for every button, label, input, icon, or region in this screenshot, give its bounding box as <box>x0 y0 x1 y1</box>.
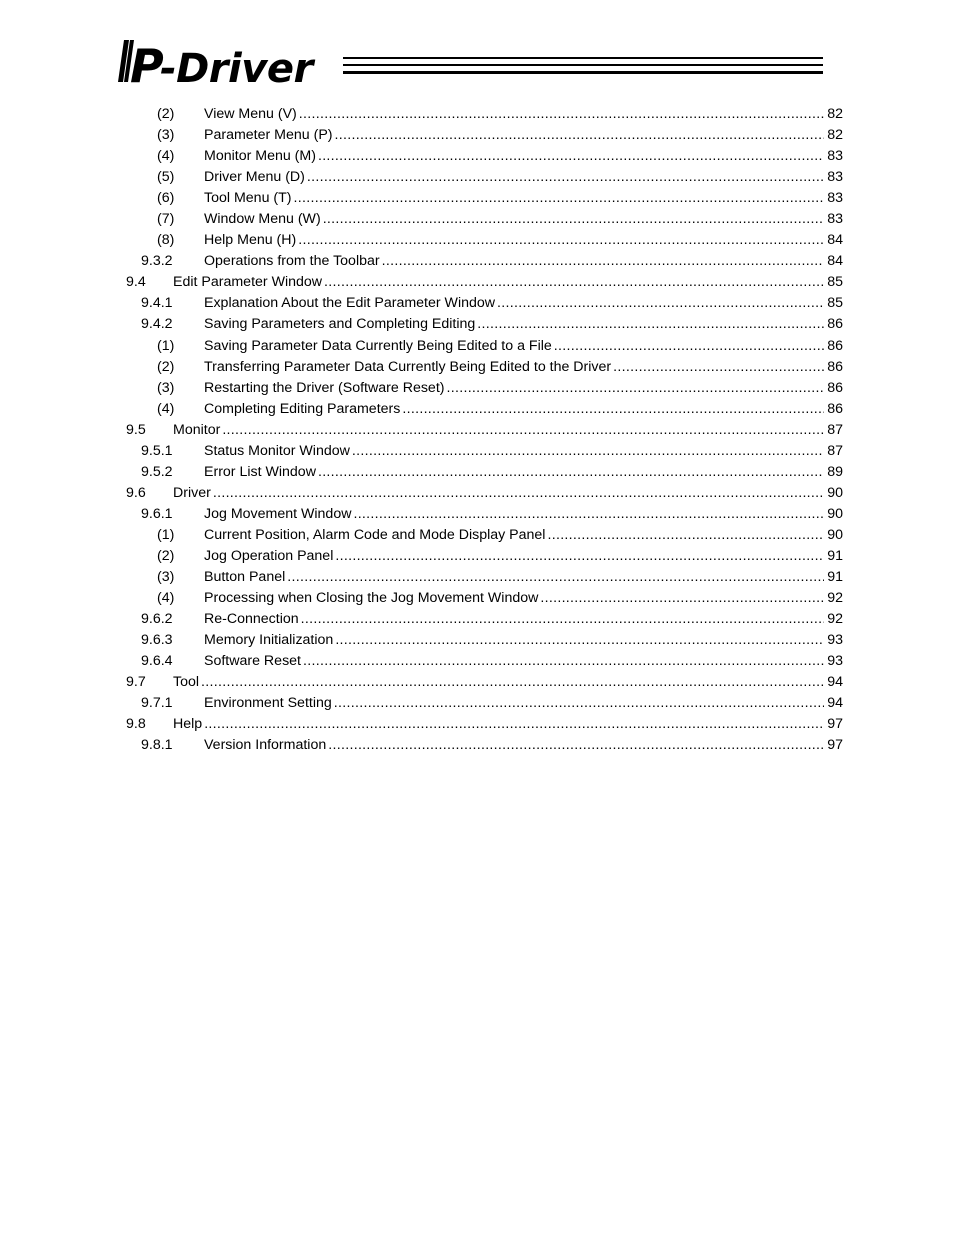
toc-entry-number: 9.6.3 <box>141 632 173 649</box>
toc-entry-number: (4) <box>157 148 175 165</box>
toc-entry[interactable] <box>0 651 954 672</box>
toc-dot-leader <box>540 588 842 609</box>
toc-entry-number: 9.7.1 <box>141 695 173 712</box>
toc-entry-title: Parameter Menu (P) <box>204 125 335 146</box>
toc-dot-leader <box>402 399 842 420</box>
toc-entry-number: 9.5.2 <box>141 463 173 480</box>
toc-entry[interactable] <box>0 420 954 441</box>
toc-dot-leader <box>222 420 842 441</box>
toc-entry-page: 90 <box>824 504 843 525</box>
toc-entry-title: Memory Initialization <box>204 630 335 651</box>
toc-dot-leader <box>307 167 842 188</box>
toc-entry[interactable] <box>0 104 954 125</box>
toc-entry[interactable] <box>0 336 954 357</box>
toc-entry-number: (1) <box>157 526 175 543</box>
toc-entry-number: 9.5.1 <box>141 442 173 459</box>
toc-entry-number: 9.3.2 <box>141 253 173 270</box>
toc-entry-title-wrap <box>173 672 842 693</box>
toc-entry-number: (4) <box>157 590 175 607</box>
toc-dot-leader <box>382 251 842 272</box>
toc-entry-title-wrap <box>204 146 842 167</box>
toc-dot-leader <box>323 209 842 230</box>
toc-dot-leader <box>287 567 842 588</box>
toc-entry-page: 92 <box>824 609 843 630</box>
toc-dot-leader <box>547 525 842 546</box>
toc-entry[interactable] <box>0 546 954 567</box>
toc-dot-leader <box>294 188 842 209</box>
toc-entry-title: Driver Menu (D) <box>204 167 307 188</box>
toc-entry-title: Jog Operation Panel <box>204 546 335 567</box>
toc-entry-title: Environment Setting <box>204 693 334 714</box>
toc-dot-leader <box>318 462 842 483</box>
toc-entry-title-wrap <box>204 588 842 609</box>
toc-dot-leader <box>201 672 842 693</box>
toc-entry[interactable] <box>0 399 954 420</box>
toc-entry-number: 9.8 <box>126 716 146 733</box>
toc-entry-page: 91 <box>824 546 843 567</box>
toc-entry-title-wrap <box>204 230 842 251</box>
toc-entry-number: (3) <box>157 379 175 396</box>
p-driver-logo-graphic <box>118 36 343 86</box>
toc-entry-number: 9.4 <box>126 274 146 291</box>
toc-entry-title: Jog Movement Window <box>204 504 353 525</box>
toc-entry-page: 87 <box>824 441 843 462</box>
toc-entry-page: 87 <box>824 420 843 441</box>
toc-entry-page: 93 <box>824 651 843 672</box>
toc-entry[interactable] <box>0 714 954 735</box>
toc-entry-number: (2) <box>157 547 175 564</box>
toc-dot-leader <box>446 378 842 399</box>
toc-entry[interactable] <box>0 293 954 314</box>
toc-entry[interactable] <box>0 167 954 188</box>
toc-entry-page: 83 <box>824 209 843 230</box>
toc-entry-page: 91 <box>824 567 843 588</box>
toc-entry-title: Driver <box>173 483 213 504</box>
toc-entry-title: Saving Parameters and Completing Editing <box>204 314 477 335</box>
toc-entry[interactable] <box>0 609 954 630</box>
toc-entry-title-wrap <box>204 441 842 462</box>
toc-entry[interactable] <box>0 209 954 230</box>
toc-entry-title: Current Position, Alarm Code and Mode Display Panel <box>204 525 547 546</box>
toc-dot-leader <box>477 314 842 335</box>
toc-dot-leader <box>335 125 842 146</box>
toc-entry-page: 93 <box>824 630 843 651</box>
header-rule <box>343 71 823 74</box>
toc-entry[interactable] <box>0 672 954 693</box>
toc-entry[interactable] <box>0 188 954 209</box>
toc-entry-number: (3) <box>157 127 175 144</box>
toc-entry-title-wrap <box>204 293 842 314</box>
toc-entry-title: Version Information <box>204 735 328 756</box>
toc-entry-title: Status Monitor Window <box>204 441 352 462</box>
toc-entry-number: (6) <box>157 190 175 207</box>
toc-entry-title: Tool <box>173 672 201 693</box>
toc-entry-title: Processing when Closing the Jog Movement Window <box>204 588 540 609</box>
toc-entry-page: 85 <box>824 293 843 314</box>
toc-entry-title: Software Reset <box>204 651 303 672</box>
toc-entry-page: 86 <box>824 399 843 420</box>
toc-entry-title-wrap <box>204 567 842 588</box>
table-of-contents <box>0 104 954 756</box>
toc-entry-title-wrap <box>204 125 842 146</box>
toc-entry-title-wrap <box>204 525 842 546</box>
toc-entry-number: (2) <box>157 358 175 375</box>
toc-entry-title-wrap <box>204 336 842 357</box>
toc-dot-leader <box>497 293 842 314</box>
toc-entry-page: 84 <box>824 251 843 272</box>
toc-entry[interactable] <box>0 735 954 756</box>
toc-entry-page: 94 <box>824 693 843 714</box>
svg-text:P: P <box>130 39 163 86</box>
toc-entry-page: 82 <box>824 104 843 125</box>
toc-entry-title: Restarting the Driver (Software Reset) <box>204 378 446 399</box>
toc-entry-title-wrap <box>204 251 842 272</box>
toc-dot-leader <box>298 230 842 251</box>
toc-entry-page: 86 <box>824 378 843 399</box>
toc-entry-page: 83 <box>824 167 843 188</box>
toc-dot-leader <box>301 609 842 630</box>
toc-entry-page: 89 <box>824 462 843 483</box>
toc-entry[interactable] <box>0 525 954 546</box>
toc-entry-title: Explanation About the Edit Parameter Window <box>204 293 497 314</box>
toc-entry[interactable] <box>0 483 954 504</box>
toc-entry-title: Monitor <box>173 420 222 441</box>
toc-entry[interactable] <box>0 357 954 378</box>
toc-entry-number: (8) <box>157 232 175 249</box>
toc-dot-leader <box>324 272 842 293</box>
toc-entry-number: (3) <box>157 569 175 586</box>
toc-entry-number: 9.7 <box>126 674 146 691</box>
toc-entry-title: Operations from the Toolbar <box>204 251 382 272</box>
toc-entry-title: Help Menu (H) <box>204 230 298 251</box>
toc-entry-title: Re-Connection <box>204 609 301 630</box>
toc-entry-number: (5) <box>157 169 175 186</box>
toc-entry[interactable] <box>0 504 954 525</box>
toc-entry[interactable] <box>0 378 954 399</box>
toc-entry-title-wrap <box>204 651 842 672</box>
toc-entry-title-wrap <box>204 167 842 188</box>
toc-entry-number: 9.6 <box>126 484 146 501</box>
toc-entry[interactable] <box>0 125 954 146</box>
toc-entry-title: View Menu (V) <box>204 104 299 125</box>
toc-entry-page: 97 <box>824 714 843 735</box>
toc-entry-number: (1) <box>157 337 175 354</box>
toc-entry-page: 85 <box>824 272 843 293</box>
toc-entry-title-wrap <box>204 609 842 630</box>
toc-dot-leader <box>204 714 842 735</box>
header-rules <box>343 57 823 79</box>
toc-entry[interactable] <box>0 462 954 483</box>
toc-entry-title-wrap <box>204 504 842 525</box>
toc-entry-title-wrap <box>204 693 842 714</box>
toc-entry-title-wrap <box>173 420 842 441</box>
toc-entry[interactable] <box>0 588 954 609</box>
toc-entry-title-wrap <box>204 357 842 378</box>
toc-entry-title-wrap <box>204 378 842 399</box>
toc-entry[interactable] <box>0 146 954 167</box>
toc-dot-leader <box>213 483 842 504</box>
toc-entry-title-wrap <box>173 714 842 735</box>
toc-entry-title: Button Panel <box>204 567 287 588</box>
toc-entry-title-wrap <box>204 735 842 756</box>
toc-entry-title: Monitor Menu (M) <box>204 146 318 167</box>
toc-entry-title-wrap <box>204 630 842 651</box>
toc-dot-leader <box>318 146 842 167</box>
toc-entry-title-wrap <box>204 462 842 483</box>
toc-entry-number: 9.6.2 <box>141 611 173 628</box>
toc-entry-number: 9.8.1 <box>141 737 173 754</box>
toc-entry-number: (7) <box>157 211 175 228</box>
toc-entry[interactable] <box>0 230 954 251</box>
toc-entry-title: Window Menu (W) <box>204 209 323 230</box>
toc-entry-page: 94 <box>824 672 843 693</box>
toc-dot-leader <box>303 651 842 672</box>
toc-dot-leader <box>335 630 842 651</box>
toc-entry-page: 90 <box>824 525 843 546</box>
toc-entry-title-wrap <box>204 399 842 420</box>
toc-entry-title-wrap <box>173 272 842 293</box>
toc-entry[interactable] <box>0 441 954 462</box>
toc-dot-leader <box>299 104 842 125</box>
toc-dot-leader <box>353 504 842 525</box>
toc-entry-title-wrap <box>204 104 842 125</box>
toc-entry-number: 9.6.4 <box>141 653 173 670</box>
toc-dot-leader <box>613 357 842 378</box>
toc-dot-leader <box>334 693 842 714</box>
header-rule <box>343 64 823 66</box>
toc-entry-title: Transferring Parameter Data Currently Being Edited to the Driver <box>204 357 613 378</box>
toc-entry-number: 9.6.1 <box>141 505 173 522</box>
toc-entry-page: 86 <box>824 336 843 357</box>
toc-entry[interactable] <box>0 314 954 335</box>
toc-entry-number: (2) <box>157 106 175 122</box>
toc-entry[interactable] <box>0 630 954 651</box>
toc-entry-page: 92 <box>824 588 843 609</box>
toc-entry-number: 9.4.2 <box>141 316 173 333</box>
svg-text:-Driver: -Driver <box>160 46 313 86</box>
toc-entry[interactable] <box>0 693 954 714</box>
toc-dot-leader <box>352 441 842 462</box>
toc-entry-title: Error List Window <box>204 462 318 483</box>
toc-entry[interactable] <box>0 567 954 588</box>
toc-dot-leader <box>328 735 842 756</box>
header-rule <box>343 57 823 59</box>
toc-entry-title-wrap <box>173 483 842 504</box>
toc-entry-title-wrap <box>204 209 842 230</box>
toc-entry-title-wrap <box>204 188 842 209</box>
toc-entry-title: Saving Parameter Data Currently Being Edited to a File <box>204 336 554 357</box>
toc-entry-page: 86 <box>824 357 843 378</box>
toc-entry-number: (4) <box>157 400 175 417</box>
toc-entry-page: 84 <box>824 230 843 251</box>
toc-entry-page: 97 <box>824 735 843 756</box>
toc-entry-number: 9.5 <box>126 421 146 438</box>
toc-entry-title: Completing Editing Parameters <box>204 399 402 420</box>
toc-dot-leader <box>554 336 842 357</box>
toc-entry-title: Edit Parameter Window <box>173 272 324 293</box>
toc-entry-page: 86 <box>824 314 843 335</box>
toc-entry-page: 83 <box>824 188 843 209</box>
toc-entry-page: 82 <box>824 125 843 146</box>
toc-entry[interactable] <box>0 272 954 293</box>
page-header <box>0 0 954 95</box>
toc-entry-page: 90 <box>824 483 843 504</box>
toc-entry-title: Help <box>173 714 204 735</box>
toc-entry-number: 9.4.1 <box>141 295 173 312</box>
toc-dot-leader <box>335 546 842 567</box>
p-driver-logo <box>118 36 343 91</box>
toc-entry-title-wrap <box>204 546 842 567</box>
toc-entry[interactable] <box>0 251 954 272</box>
toc-entry-title: Tool Menu (T) <box>204 188 294 209</box>
toc-entry-page: 83 <box>824 146 843 167</box>
toc-entry-title-wrap <box>204 314 842 335</box>
